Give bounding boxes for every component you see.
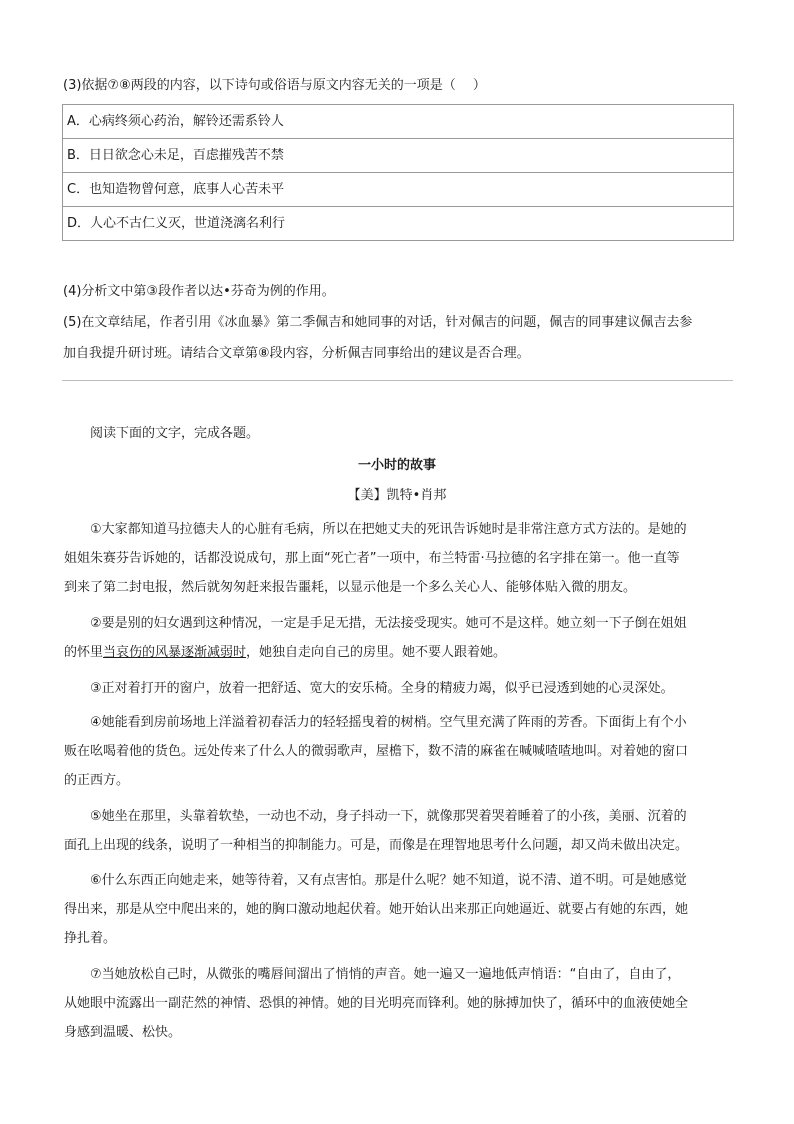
paragraph-line: 贩在吆喝着他的货色。远处传来了什么人的微弱歌声，屋檐下，数不清的麻雀在喊喊喳喳地叫。对着她的窗口 <box>64 744 689 759</box>
paragraph-line: ①大家都知道马拉德夫人的心脏有毛病，所以在把她丈夫的死讯告诉她时是非常注意方式方法的。是她的 <box>90 522 687 537</box>
underlined-phrase: 当哀伤的风暴逐渐减弱时 <box>103 645 247 660</box>
option-d: D．人心不古仁义灭，世道浇漓名利行 <box>63 207 733 241</box>
paragraph-line: 面孔上出现的线条，说明了一种相当的抑制能力。可是，而像是在理智地思考什么问题，却又尚未做出决定。 <box>64 838 689 853</box>
text-run: 的怀里 <box>64 645 104 660</box>
option-c: C．也知造物曾何意，底事人心苦未平 <box>63 173 733 207</box>
paragraph-3 <box>64 674 736 703</box>
paragraph-2 <box>64 609 736 667</box>
paragraph-line: ⑦当她放松自己时，从微张的嘴唇间溜出了悄悄的声音。她一遍又一遍地低声悄语：“自由了，自由了， <box>90 967 681 982</box>
paragraph-line: 姐姐朱赛芬告诉她的，话都没说成句，那上面“死亡者”一项中，布兰特雷·马拉德的名字排在第一。他一直等 <box>64 551 680 566</box>
paragraph-line: 的正西方。 <box>64 773 130 788</box>
paragraph-line: 从她眼中流露出一副茫然的神情、恐惧的神情。她的目光明亮而锋利。她的脉搏加快了，循环中的血液使她全 <box>64 996 689 1011</box>
paragraph-4 <box>64 708 736 795</box>
paragraph-line: 挣扎着。 <box>64 931 117 946</box>
paragraph-line <box>64 638 736 667</box>
section-divider <box>62 380 733 381</box>
paragraph-line: ⑥什么东西正向她走来，她等待着，又有点害怕。那是什么呢？她不知道，说不清、道不明。可是她感觉 <box>90 873 687 888</box>
paragraph-line: 到来了第二封电报，然后就匆匆赶来报告噩耗，以显示他是一个多么关心人、能够体贴入微的朋友。 <box>64 580 637 595</box>
paragraph-line: ⑤她坐在那里，头靠着软垫，一动也不动，身子抖动一下，就像那哭着哭着睡着了的小孩，美丽、沉着的 <box>90 809 687 824</box>
paragraph-6 <box>64 866 736 953</box>
paragraph-7 <box>64 960 736 1047</box>
paragraph-5 <box>64 802 736 860</box>
paragraph-line: ④她能看到房前场地上洋溢着初春活力的轻轻摇曳着的树梢。空气里充满了阵雨的芳香。下面街上有个小 <box>90 715 687 730</box>
paragraph-line: 身感到温暖、松快。 <box>64 1025 182 1040</box>
article-author: 【美】凯特•肖邦 <box>347 488 447 503</box>
paragraph-line: 得出来，那是从空中爬出来的，她的胸口激动地起伏着。她开始认出来那正向她逼近、就要占有她的东西，她 <box>64 902 689 917</box>
paragraph-line: ③正对着打开的窗户，放着一把舒适、宽大的安乐椅。全身的精疲力竭，似乎已浸透到她的心灵深处。 <box>90 681 674 696</box>
option-b: B．日日欲念心未足，百虑摧残苦不禁 <box>63 139 733 173</box>
question-5-line-2: 加自我提升研讨班。请结合文章第⑧段内容，分析佩吉同事给出的建议是否合理。 <box>63 346 530 361</box>
reading-instruction: 阅读下面的文字，完成各题。 <box>90 426 260 441</box>
question-3: (3)依据⑦⑧两段的内容，以下诗句或俗语与原文内容无关的一项是（ ） <box>63 78 486 93</box>
paragraph-1 <box>64 515 736 602</box>
article-title: 一小时的故事 <box>357 458 436 473</box>
paragraph-line: ②要是别的妇女遇到这种情况，一定是手足无措，无法接受现实。她可不是这样。她立刻一下子倒在姐姐 <box>90 616 687 631</box>
question-5-line-1: (5)在文章结尾，作者引用《冰血暴》第二季佩吉和她同事的对话，针对佩吉的问题，佩吉的同事建议佩吉去参 <box>63 315 693 330</box>
question-4: (4)分析文中第③段作者以达•芬奇为例的作用。 <box>63 284 335 299</box>
text-run: ，她独自走向自己的房里。她不要人跟着她。 <box>246 645 507 660</box>
options-table <box>62 104 734 241</box>
option-a: A．心病终须心药治，解铃还需系铃人 <box>63 105 733 139</box>
